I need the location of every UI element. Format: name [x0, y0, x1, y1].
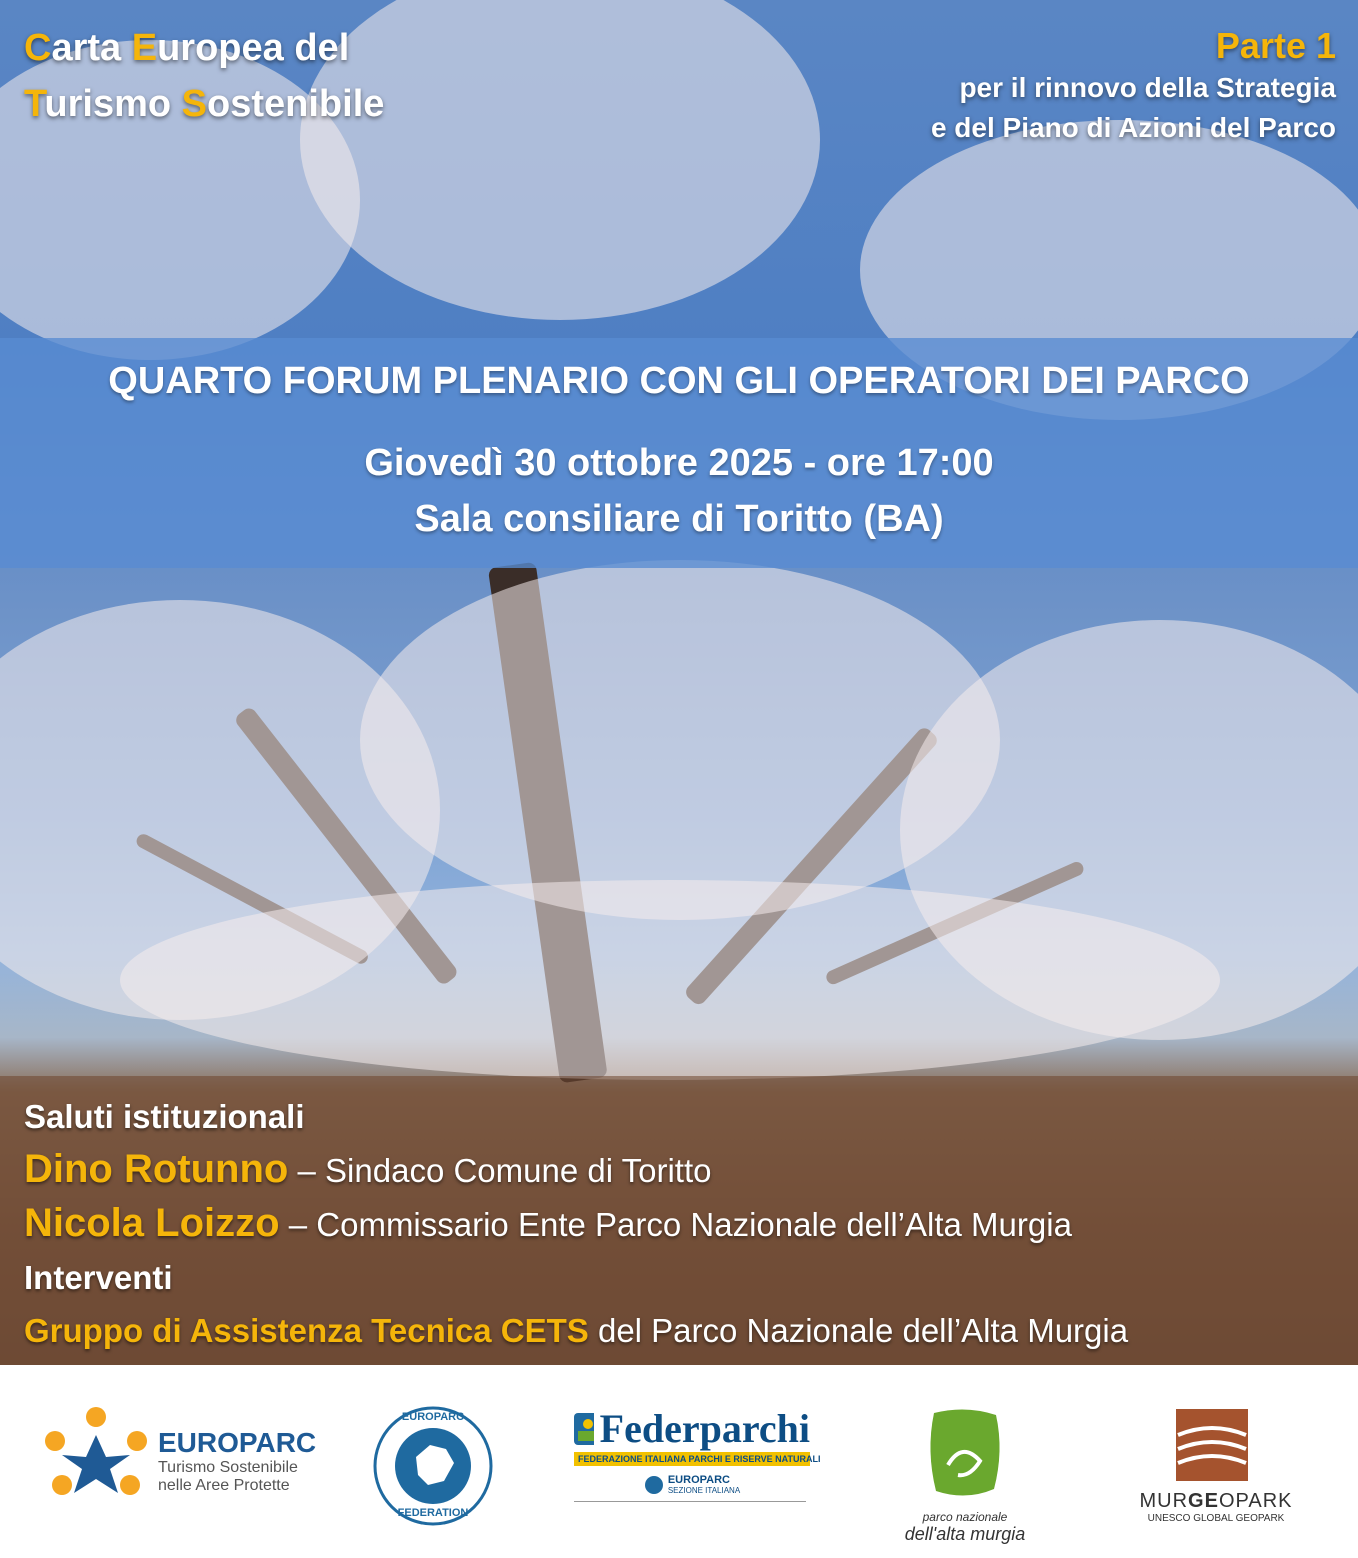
forum-title: QUARTO FORUM PLENARIO CON GLI OPERATORI DEI PARCO [108, 360, 1250, 402]
federparchi-title: Federparchi [599, 1406, 810, 1451]
speaker-name: Nicola Loizzo [24, 1201, 280, 1245]
altamurgia-logo [900, 1405, 1030, 1544]
title-word: ostenibile [207, 83, 385, 125]
federation-bottom-label: FEDERATION [397, 1507, 469, 1519]
part-heading [931, 24, 1336, 148]
intervention-role: del Parco Nazionale dell’Alta Murgia [588, 1312, 1129, 1349]
murgeopark-logo [1136, 1405, 1296, 1535]
initial-letter: T [24, 83, 45, 125]
altamurgia-emblem-icon [900, 1405, 1030, 1505]
federparchi-emblem-icon [574, 1413, 594, 1445]
part-label: Parte 1 [1215, 25, 1336, 66]
cets-title [24, 20, 384, 132]
title-word: urismo [44, 83, 182, 125]
altamurgia-line2: dell'alta murgia [904, 1524, 1026, 1544]
federparchi-badge [574, 1474, 810, 1495]
europarc-star-icon [40, 1405, 152, 1505]
subtitle-line1: per il rinnovo della Strategia [959, 72, 1336, 103]
federation-top-label: EUROPARC [401, 1411, 465, 1423]
europarc-text [158, 1427, 316, 1495]
europarc-title: EUROPARC [158, 1427, 317, 1458]
speaker-row [24, 1143, 1128, 1197]
badge-sub: SEZIONE ITALIANA [667, 1486, 741, 1495]
event-band [0, 338, 1358, 568]
speaker-role: – Commissario Ente Parco Nazionale dell’Alta Murgia [279, 1206, 1072, 1243]
geopark-title-a: MUR [1139, 1490, 1189, 1512]
geopark-title-c: OPARK [1218, 1490, 1293, 1512]
event-date: Giovedì 30 ottobre 2025 - ore 17:00 [364, 442, 994, 484]
small-globe-icon [644, 1475, 664, 1495]
greetings-heading: Saluti istituzionali [24, 1098, 305, 1135]
initial-letter: S [181, 83, 208, 125]
cets-title-line2 [24, 76, 384, 132]
divider [574, 1501, 806, 1502]
europarc-logo [40, 1405, 320, 1535]
europarc-line2: nelle Aree Protette [158, 1477, 290, 1494]
altamurgia-line1: parco nazionale [922, 1510, 1008, 1524]
speaker-row [24, 1197, 1128, 1251]
federparchi-logo [574, 1405, 821, 1535]
partner-logos [0, 1365, 1358, 1558]
speaker-role: – Sindaco Comune di Toritto [288, 1152, 712, 1189]
cets-title-line1 [24, 20, 384, 76]
federparchi-header [574, 1405, 810, 1452]
europarc-line1: Turismo Sostenibile [158, 1459, 298, 1476]
speaker-name: Dino Rotunno [24, 1147, 289, 1191]
interventions-heading: Interventi [24, 1259, 173, 1296]
intervention-row [24, 1304, 1128, 1357]
geopark-strata-icon [1136, 1405, 1296, 1485]
event-place: Sala consiliare di Toritto (BA) [414, 498, 944, 540]
intervention-name: Gruppo di Assistenza Tecnica CETS [24, 1312, 589, 1349]
initial-letter: E [131, 27, 158, 69]
program [24, 1090, 1128, 1357]
murgeopark-title [1136, 1490, 1296, 1513]
subtitle-line2: e del Piano di Azioni del Parco [930, 112, 1336, 143]
title-word: uropea del [157, 27, 350, 69]
initial-letter: C [24, 27, 52, 69]
geopark-title-b: GE [1188, 1490, 1219, 1512]
europarc-federation-logo [372, 1405, 494, 1535]
murgeopark-sub: UNESCO GLOBAL GEOPARK [1147, 1513, 1285, 1524]
federparchi-strip: FEDERAZIONE ITALIANA PARCHI E RISERVE NATURALI [574, 1452, 810, 1466]
title-word: arta [51, 27, 132, 69]
badge-title: EUROPARC [667, 1474, 730, 1486]
